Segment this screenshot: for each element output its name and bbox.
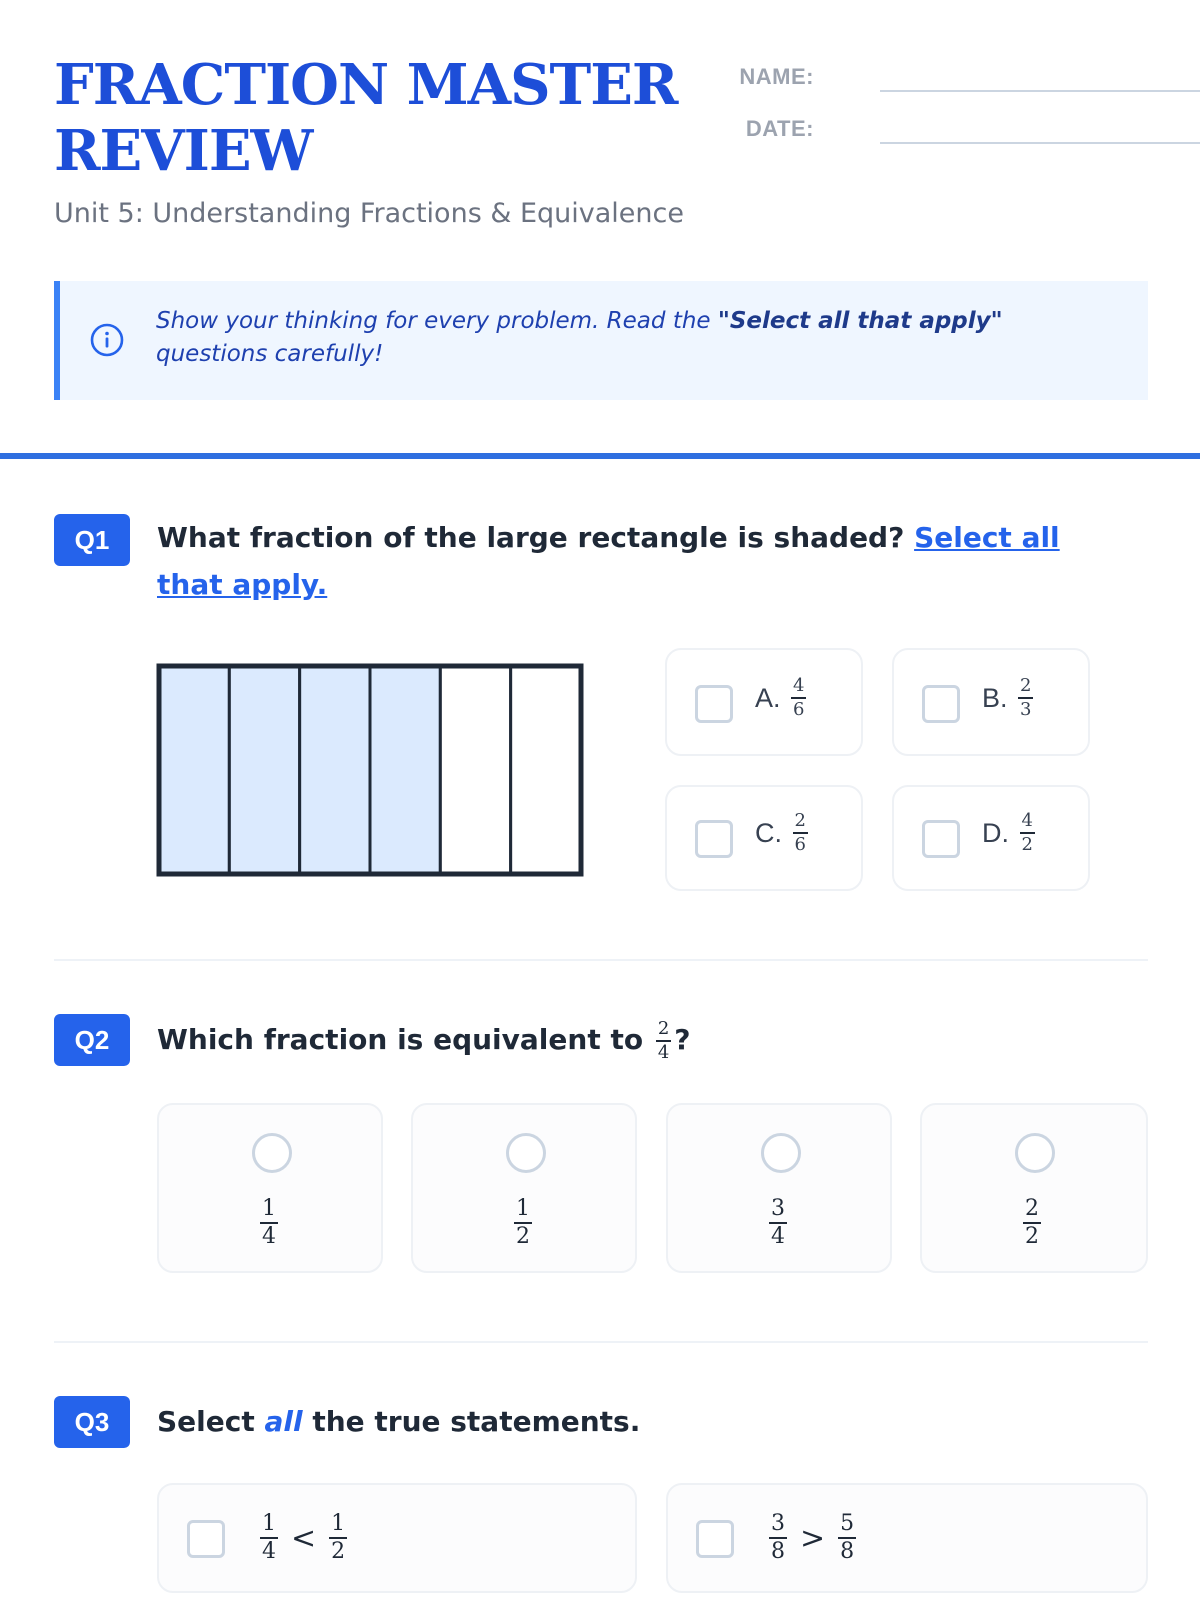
q3-question-end: the true statements. [302, 1405, 641, 1438]
section-divider [0, 453, 1200, 459]
instructions-text-start: Show your thinking for every problem. Read the [156, 308, 718, 334]
q1-option-a-fraction [791, 677, 806, 719]
instructions-notice [54, 281, 1148, 400]
q2-option-4-den: 2 [1025, 1224, 1039, 1249]
q1-option-a-num: 4 [791, 677, 806, 699]
q1-option-b-den: 3 [1020, 699, 1032, 720]
q2-option-3-num: 3 [769, 1198, 787, 1224]
q2-question-text: Which fraction is equivalent to [157, 1023, 653, 1056]
q2-option-4-num: 2 [1023, 1198, 1041, 1224]
q3-option-1-left-num: 1 [260, 1513, 278, 1539]
q1-option-a-letter: A. [755, 682, 781, 713]
q2-option-2-fraction [514, 1198, 532, 1248]
question-divider [54, 1341, 1148, 1343]
student-info [714, 60, 1148, 164]
q2-option-3[interactable] [666, 1103, 892, 1273]
shaded-part [300, 666, 370, 874]
date-field[interactable] [880, 142, 1200, 144]
q1-option-d-label [982, 812, 1038, 854]
name-row [714, 60, 1148, 112]
q2-option-2-num: 1 [514, 1198, 532, 1224]
q3-option-1-checkbox[interactable] [187, 1520, 225, 1558]
q3-option-2-operator: > [800, 1520, 826, 1556]
q1-badge: Q1 [54, 514, 130, 566]
q1-option-a-checkbox[interactable] [695, 685, 733, 723]
q1-question [157, 514, 1097, 608]
q3-option-2-left-den: 8 [771, 1539, 785, 1564]
q2-option-4-radio[interactable] [1015, 1133, 1055, 1173]
q1-option-c-den: 6 [794, 834, 806, 855]
page-subtitle: Unit 5: Understanding Fractions & Equivalence [54, 198, 684, 229]
q2-question-num: 2 [656, 1020, 671, 1042]
q1-option-c-fraction [793, 812, 808, 854]
q3-option-2-right-num: 5 [838, 1513, 856, 1539]
q2-option-2-radio[interactable] [506, 1133, 546, 1173]
q2-question-end: ? [674, 1023, 691, 1056]
q2-question [157, 1014, 1057, 1066]
q2-option-1[interactable] [157, 1103, 383, 1273]
q3-option-2-left-fraction [769, 1513, 787, 1563]
q3-option-1-right-num: 1 [329, 1513, 347, 1539]
name-field[interactable] [880, 90, 1200, 92]
q3-option-2-checkbox[interactable] [696, 1520, 734, 1558]
q1-option-a-den: 6 [793, 699, 805, 720]
q3-option-2[interactable] [666, 1483, 1148, 1593]
q2-option-3-fraction [769, 1198, 787, 1248]
q2-option-3-radio[interactable] [761, 1133, 801, 1173]
q1-question-text: What fraction of the large rectangle is shaded? [157, 521, 915, 554]
q2-badge: Q2 [54, 1014, 130, 1066]
instructions-text-end: questions carefully! [156, 341, 384, 367]
q1-option-c-letter: C. [755, 817, 782, 848]
q1-option-d-fraction [1020, 812, 1035, 854]
q1-option-d[interactable] [892, 785, 1090, 891]
q2-option-1-fraction [260, 1198, 278, 1248]
q3-option-2-right-fraction [838, 1513, 856, 1563]
q2-option-1-num: 1 [260, 1198, 278, 1224]
select-all-link[interactable]: Select all that apply. [157, 521, 1060, 601]
unshaded-part [440, 666, 510, 874]
q3-option-1[interactable] [157, 1483, 637, 1593]
q3-option-1-left-den: 4 [262, 1539, 276, 1564]
q3-option-1-statement [257, 1513, 350, 1563]
q1-option-d-num: 4 [1020, 812, 1035, 834]
shaded-part [159, 666, 229, 874]
q1-option-d-letter: D. [982, 817, 1009, 848]
shaded-part [229, 666, 299, 874]
q2-option-1-den: 4 [262, 1224, 276, 1249]
q2-option-4[interactable] [920, 1103, 1148, 1273]
q1-option-c[interactable] [665, 785, 863, 891]
q3-question-start: Select [157, 1405, 265, 1438]
name-label: NAME: [739, 64, 814, 89]
q1-option-a-label [755, 677, 809, 719]
q2-question-fraction [656, 1020, 671, 1062]
date-label: DATE: [745, 116, 814, 141]
q1-option-d-checkbox[interactable] [922, 820, 960, 858]
q1-option-c-label [755, 812, 811, 854]
q3-option-2-statement [766, 1513, 859, 1563]
q1-option-c-checkbox[interactable] [695, 820, 733, 858]
fraction-rectangle [156, 663, 584, 877]
q3-option-1-right-den: 2 [331, 1539, 346, 1564]
q3-option-1-operator: < [291, 1520, 317, 1556]
q3-badge: Q3 [54, 1396, 130, 1448]
q1-option-c-num: 2 [793, 812, 808, 834]
instructions-text-bold: "Select all that apply" [717, 308, 1003, 334]
q1-option-a[interactable] [665, 648, 863, 756]
q3-option-1-left-fraction [260, 1513, 278, 1563]
q2-option-2-den: 2 [516, 1224, 530, 1249]
q1-option-b-num: 2 [1018, 677, 1033, 699]
date-row [714, 112, 1148, 164]
q3-option-2-right-den: 8 [840, 1539, 855, 1564]
q2-option-2[interactable] [411, 1103, 637, 1273]
q1-option-b-checkbox[interactable] [922, 685, 960, 723]
q3-question-emphasis: all [264, 1405, 303, 1438]
q3-option-1-right-fraction [329, 1513, 347, 1563]
page-title: FRACTION MASTER REVIEW [54, 52, 678, 184]
q2-option-4-fraction [1023, 1198, 1041, 1248]
q1-option-b-label [982, 677, 1036, 719]
q1-option-b[interactable] [892, 648, 1090, 756]
question-divider [54, 959, 1148, 961]
q3-question [157, 1396, 1057, 1448]
q2-option-3-den: 4 [771, 1224, 785, 1249]
q2-option-1-radio[interactable] [252, 1133, 292, 1173]
instructions-text [156, 305, 1076, 371]
q1-option-b-letter: B. [982, 682, 1008, 713]
q2-question-den: 4 [657, 1042, 670, 1063]
q3-option-2-left-num: 3 [769, 1513, 787, 1539]
q1-option-d-den: 2 [1021, 834, 1033, 855]
shaded-part [370, 666, 440, 874]
unshaded-part [511, 666, 581, 874]
worksheet-header [54, 52, 1148, 242]
info-icon [90, 323, 124, 357]
q1-option-b-fraction [1018, 677, 1033, 719]
